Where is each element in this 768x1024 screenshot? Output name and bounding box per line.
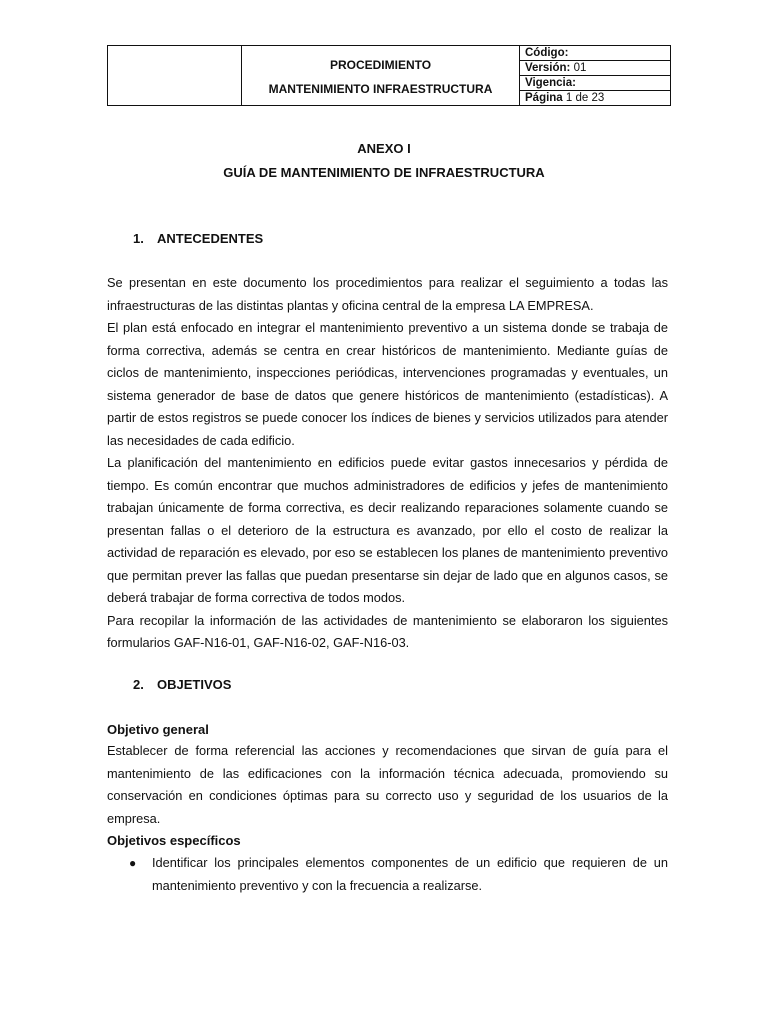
general-objective-title: Objetivo general [107, 722, 209, 737]
page-row [520, 91, 670, 105]
header-title-line2: MANTENIMIENTO INFRAESTRUCTURA [268, 81, 493, 96]
header-title-line1: PROCEDIMIENTO [329, 57, 432, 72]
specific-objectives-title: Objetivos específicos [107, 833, 241, 848]
annex-title: ANEXO I [357, 141, 411, 156]
vigencia-label: Vigencia: [525, 77, 576, 89]
logo-cell [108, 46, 242, 106]
title-cell [242, 46, 520, 106]
general-objective-text [107, 740, 668, 830]
code-row [520, 46, 670, 61]
section1-paragraph: Se presentan en este documento los procedimientos para realizar el seguimiento a todas las infraestructuras de las distintas plantas y oficina central de la empresa LA EMPRESA. [107, 275, 668, 313]
section1-title: ANTECEDENTES [157, 231, 264, 246]
section2-number: 2. [133, 677, 144, 692]
section2-title: OBJETIVOS [157, 677, 232, 692]
specific-objective-item: Identificar los principales elementos componentes de un edificio que requieren de un mantenimiento preventivo y con la frecuencia a realizarse. [152, 855, 668, 893]
section1-paragraph: El plan está enfocado en integrar el mantenimiento preventivo a un sistema donde se trabaja de forma correctiva, además se centra en crear históricos de mantenimiento. Mediante guías de ciclos de mantenimiento, inspecciones periódicas, intervenciones programadas y eventuales, un sistema generador de base de datos que genere históricos de mantenimiento (estadísticas). A partir de estos registros se puede conocer los índices de bienes y servicios utilizados para atender las necesidades de cada edificio. [107, 320, 668, 448]
code-label: Código: [525, 47, 569, 59]
bullet-dot-icon: ● [129, 856, 137, 870]
meta-cell [520, 46, 671, 106]
document-header-table [107, 45, 671, 106]
section1-heading [133, 231, 263, 246]
general-objective-paragraph: Establecer de forma referencial las acciones y recomendaciones que sirvan de guía para el mantenimiento de las edificaciones con la información técnica adecuada, promoviendo su conservación en condiciones óptimas para su correcto uso y seguridad de los usuarios de la empresa. [107, 743, 668, 826]
section2-heading [133, 677, 231, 692]
page-value: 1 de 23 [565, 92, 605, 104]
annex-subtitle: GUÍA DE MANTENIMIENTO DE INFRAESTRUCTURA [223, 165, 545, 180]
version-row [520, 61, 670, 76]
page-label: Página [525, 92, 563, 104]
version-value: 01 [573, 62, 587, 74]
section1-number: 1. [133, 231, 144, 246]
version-label: Versión: [525, 62, 571, 74]
section1-paragraph: Para recopilar la información de las actividades de mantenimiento se elaboraron los siguientes formularios GAF-N16-01, GAF-N16-02, GAF-N16-03. [107, 612, 668, 650]
section1-body [107, 272, 668, 655]
section1-paragraph: La planificación del mantenimiento en edificios puede evitar gastos innecesarios y pérdida de tiempo. Es común encontrar que muchos administradores de edificios y jefes de mantenimiento trabajan únicamente de forma correctiva, es decir realizando reparaciones solamente cuando se presentan fallas o el deterioro de la estructura es avanzado, por ello el costo de realizar la actividad de reparación es elevado, por eso se establecen los planes de mantenimiento preventivo que permitan prever las fallas que puedan presentarse sin dejar de lado que en algunos casos, se deberá trabajar de forma correctiva de todos modos. [107, 455, 668, 605]
vigencia-row [520, 76, 670, 91]
